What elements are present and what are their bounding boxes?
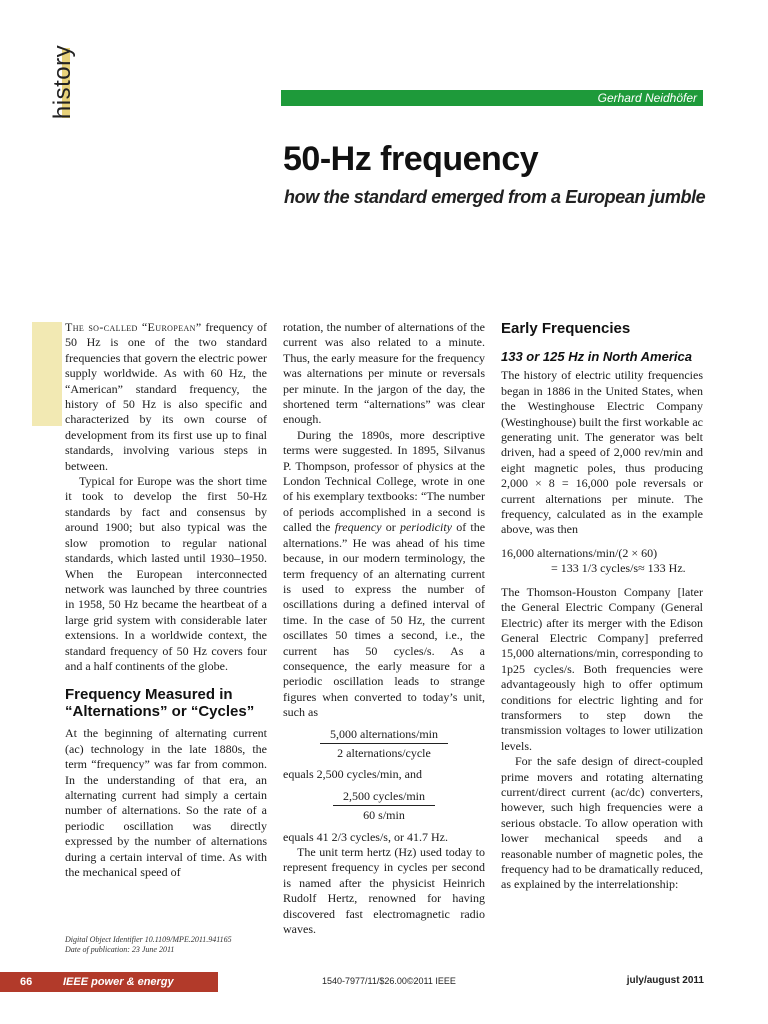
- equation-text: equals 2,500 cycles/min, and: [283, 767, 422, 782]
- section-heading: Frequency Measured in “Alternations” or “Cycles”: [65, 686, 255, 721]
- fraction-2: [283, 789, 485, 824]
- fraction-1: [283, 727, 485, 762]
- text-span: During the 1890s, more descriptive terms were suggested. In 1895, Silvanus P. Thompson, professor of physics at the London Technical College, wrote in one of his exemplary textbooks: “The number of periods accomplished in a second is called the: [283, 427, 485, 535]
- section-heading: Early Frequencies: [501, 320, 631, 337]
- paragraph: For the safe design of direct-coupled prime movers and rotating alternating current/direct current (ac/dc) converters, however, such high frequencies were a serious obstacle. To allow operation with lower mechanical speeds and a reasonable number of magnetic poles, the frequency had to be dramatically reduced, as explained by the interrelationship:: [501, 754, 703, 892]
- drop-cap-decoration: [32, 322, 62, 426]
- article-subtitle: how the standard emerged from a European jumble: [284, 187, 706, 207]
- equation-block: [501, 546, 703, 577]
- doi-line: Digital Object Identifier 10.1109/MPE.2011.941165: [65, 935, 232, 944]
- column-3: [501, 320, 703, 893]
- page-number: 66: [20, 976, 33, 988]
- footer-issue: july/august 2011: [626, 975, 704, 986]
- footer-code: 1540-7977/11/$26.00©2011 IEEE: [322, 976, 456, 986]
- author-bar: [281, 90, 703, 106]
- publication-date: Date of publication: 23 June 2011: [65, 945, 175, 954]
- text-span: or: [385, 520, 396, 535]
- text-span: of the alternations.” He was ahead of his time because, in our modern terminology, the term frequency of an alternating current is used to express the number of oscillations during a defined interval of time. In the case of 50 Hz, the current oscillates 50 times a second, i.e., the current has 50 cycles/s. As a consequence, the early measure for a periodic oscillation leads to strange figures when converted to today’s unit, such as: [283, 520, 486, 720]
- doi-note: [65, 935, 275, 955]
- article-title: 50-Hz frequency: [283, 140, 539, 178]
- column-1: [65, 320, 267, 880]
- magazine-name: IEEE power & energy magazine: [63, 976, 174, 1008]
- paragraph: The history of electric utility frequencies began in 1886 in the United States, when the Westinghouse Electric Company (Westinghouse) built the first workable ac generating unit. The generator was belt driven, had a speed of 2,000 rev/min and eight magnetic poles, thus producing 2,000 × 8 = 16,000 pole reversals or current alternations per minute. The frequency, calculated as in the example above, was then: [501, 368, 703, 537]
- fraction-numerator: 2,500 cycles/min: [333, 789, 435, 806]
- emphasis: frequency: [334, 520, 382, 535]
- fraction-denominator: 2 alternations/cycle: [337, 745, 431, 760]
- fraction-numerator: 5,000 alternations/min: [320, 727, 448, 744]
- equation-text: equals 41 2/3 cycles/s, or 41.7 Hz.: [283, 829, 448, 844]
- footer-bar: [0, 972, 218, 1008]
- fraction-denominator: 60 s/min: [363, 808, 405, 823]
- equation-line-1: 16,000 alternations/min/(2 × 60): [501, 545, 658, 560]
- subsection-heading: 133 or 125 Hz in North America: [501, 349, 692, 364]
- intro-paragraph: [65, 320, 267, 474]
- paragraph: The unit term hertz (Hz) used today to represent frequency in cycles per second is named after the physicist Heinrich Rudolf Hertz, renowned for having discovered fast electromagnetic radio waves.: [283, 845, 485, 937]
- paragraph: At the beginning of alternating current (ac) technology in the late 1880s, the term “frequency” was far from common. In the understanding of that era, an alternating current had simply a certain number of alternations. So the rate of a periodic oscillation was directly expressed by the number of alternations during a certain interval of time. As with the mechanical speed of: [65, 726, 267, 879]
- emphasis: periodicity: [400, 520, 452, 535]
- lead-caps: The so-called “European”: [65, 320, 202, 334]
- paragraph: The Thomson-Houston Company [later the General Electric Company (General Electric) after its merger with the Edison General Electric Company] preferred 15,000 alternations/min, corresponding to 1p25 cycles/s. Both frequencies were advantageously high to offer optimum conditions for electric lighting and for transformers to step down the transmission voltages to lower utilization levels.: [501, 584, 703, 753]
- author-name: Gerhard Neidhöfer: [597, 91, 697, 105]
- intro-text: frequency of 50 Hz is one of the two standard frequencies that govern the electric power supply worldwide. As with 60 Hz, the “American” standard frequency, the history of 50 Hz is also specific and characterized by its own course of development from its first use up to final standards, involving various steps in between.: [65, 320, 268, 473]
- paragraph: rotation, the number of alternations of the current was also related to a minute. Thus, the early measure for the frequency was alternations per minute or reversals per minute. In the jargon of the day, the shortened term “alternations” was clear enough.: [283, 320, 485, 427]
- equation-line-2: = 133 1/3 cycles/s≈ 133 Hz.: [551, 561, 686, 576]
- column-2: [283, 320, 485, 937]
- paragraph: Typical for Europe was the short time it took to develop the first 50-Hz standards by fact and consensus by around 1900; but also typical was the slow promotion to regular national standards, which lasted until 1930–1950. When the European interconnected network was launched by three countries in 1958, 50 Hz became the heartbeat of a large grid system with considerable later extensions. In a worldwide context, the standard frequency of 50 Hz covers four and a half continents of the globe.: [65, 474, 267, 673]
- paragraph: [283, 428, 485, 721]
- section-tag: [38, 44, 77, 120]
- section-label: history: [49, 44, 77, 120]
